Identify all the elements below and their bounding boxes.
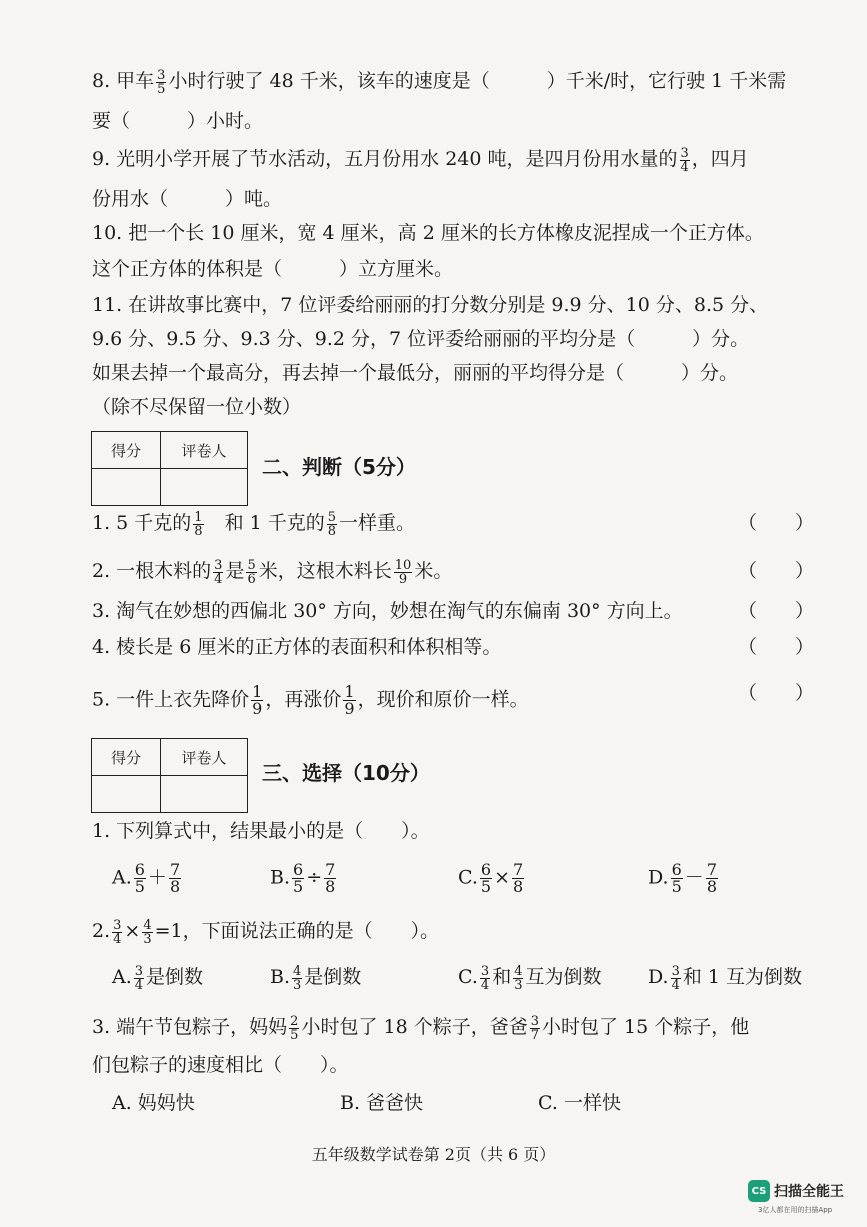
judgment-3: 3. 淘气在妙想的西偏北 30° 方向，妙想在淘气的东偏南 30° 方向上。	[92, 600, 683, 622]
judgment-4: 4. 棱长是 6 厘米的正方体的表面积和体积相等。	[92, 636, 502, 658]
judgment-2: 2. 一根木料的 $\frac{3}{4}$ 是 $\frac{5}{6}$ 米，这根木料长 $\frac{10}{9}$ 米。	[92, 557, 453, 587]
choice-2-option-d[interactable]: D. $\frac{3}{4}$ 和 1 互为倒数	[648, 963, 803, 993]
score-box-section3	[91, 738, 248, 813]
scanner-logo-subtitle: 3亿人都在用的扫描App	[758, 1206, 833, 1214]
choice-3-option-a[interactable]: A. 妈妈快	[112, 1092, 195, 1114]
choice-1-option-a[interactable]: A. $\frac{6}{5}$ ＋ $\frac{7}{8}$	[112, 860, 181, 896]
choice-2-option-b[interactable]: B. $\frac{4}{3}$ 是倒数	[270, 963, 362, 993]
score-label: 得分	[92, 432, 161, 469]
fraction: $\frac{3}{4}$	[680, 145, 689, 175]
cs-logo-icon: CS	[748, 1180, 770, 1202]
score-box-section2	[91, 431, 248, 506]
answer-paren-j2[interactable]: （ ）	[738, 560, 815, 582]
question-11-line1: 11. 在讲故事比赛中，7 位评委给丽丽的打分数分别是 9.9 分、10 分、8.5 分、	[92, 294, 769, 316]
score-label: 得分	[92, 739, 161, 776]
question-10-line2: 这个正方体的体积是（ ）立方厘米。	[92, 258, 454, 280]
question-11-line2: 9.6 分、9.5 分、9.3 分、9.2 分，7 位评委给丽丽的平均分是（ ）分。	[92, 328, 750, 350]
grader-cell[interactable]	[161, 776, 248, 813]
score-cell[interactable]	[92, 469, 161, 506]
question-9-line2: 份用水（ ）吨。	[92, 188, 283, 210]
choice-2-option-a[interactable]: A. $\frac{3}{4}$ 是倒数	[112, 963, 204, 993]
answer-paren-j5[interactable]: （ ）	[738, 682, 815, 704]
fraction: $\frac{3}{5}$	[157, 67, 166, 97]
question-11-line4: （除不尽保留一位小数）	[92, 396, 302, 418]
choice-1-option-d[interactable]: D. $\frac{6}{5}$ － $\frac{7}{8}$	[648, 860, 717, 896]
choice-3-stem-line1: 3. 端午节包粽子，妈妈 $\frac{2}{5}$ 小时包了 18 个粽子，爸爸 $\frac{3}{7}$ 小时包了 15 个粽子，他	[92, 1013, 750, 1043]
grader-label: 评卷人	[161, 432, 248, 469]
question-8-line2: 要（ ）小时。	[92, 110, 264, 132]
judgment-5: 5. 一件上衣先降价 $\frac{1}{9}$ ，再涨价 $\frac{1}{9}$ ，现价和原价一样。	[92, 682, 529, 718]
question-8-line1: 8. 甲车 $\frac{3}{5}$ 小时行驶了 48 千米，该车的速度是（ ）千米/时，它行驶 1 千米需	[92, 67, 787, 97]
score-cell[interactable]	[92, 776, 161, 813]
choice-2-stem: 2. $\frac{3}{4}$ × $\frac{4}{3}$ =1，下面说法正确的是（ ）。	[92, 917, 440, 947]
choice-2-option-c[interactable]: C. $\frac{3}{4}$ 和 $\frac{4}{3}$ 互为倒数	[458, 963, 602, 993]
choice-1-option-c[interactable]: C. $\frac{6}{5}$ × $\frac{7}{8}$	[458, 860, 524, 896]
section3-title: 三、选择（10分）	[262, 761, 430, 785]
choice-1-stem: 1. 下列算式中，结果最小的是（ ）。	[92, 820, 430, 842]
grader-cell[interactable]	[161, 469, 248, 506]
answer-paren-j1[interactable]: （ ）	[738, 512, 815, 534]
judgment-1: 1. 5 千克的 $\frac{1}{8}$ 和 1 千克的 $\frac{5}{8}$ 一样重。	[92, 509, 416, 539]
section2-title: 二、判断（5分）	[262, 455, 416, 479]
answer-paren-j3[interactable]: （ ）	[738, 600, 815, 622]
choice-1-option-b[interactable]: B. $\frac{6}{5}$ ÷ $\frac{7}{8}$	[270, 860, 336, 896]
answer-paren-j4[interactable]: （ ）	[738, 636, 815, 658]
question-9-line1: 9. 光明小学开展了节水活动，五月份用水 240 吨，是四月份用水量的 $\frac{3}{4}$ ，四月	[92, 145, 749, 175]
question-10-line1: 10. 把一个长 10 厘米，宽 4 厘米，高 2 厘米的长方体橡皮泥捏成一个正方体。	[92, 222, 764, 244]
question-11-line3: 如果去掉一个最高分，再去掉一个最低分，丽丽的平均得分是（ ）分。	[92, 362, 739, 384]
scanner-logo	[748, 1180, 844, 1202]
choice-3-stem-line2: 们包粽子的速度相比（ ）。	[92, 1054, 349, 1076]
choice-3-option-c[interactable]: C. 一样快	[538, 1092, 621, 1114]
scanner-logo-text: 扫描全能王	[774, 1184, 844, 1200]
page-footer: 五年级数学试卷第 2页（共 6 页）	[311, 1145, 556, 1164]
grader-label: 评卷人	[161, 739, 248, 776]
choice-3-option-b[interactable]: B. 爸爸快	[340, 1092, 424, 1114]
